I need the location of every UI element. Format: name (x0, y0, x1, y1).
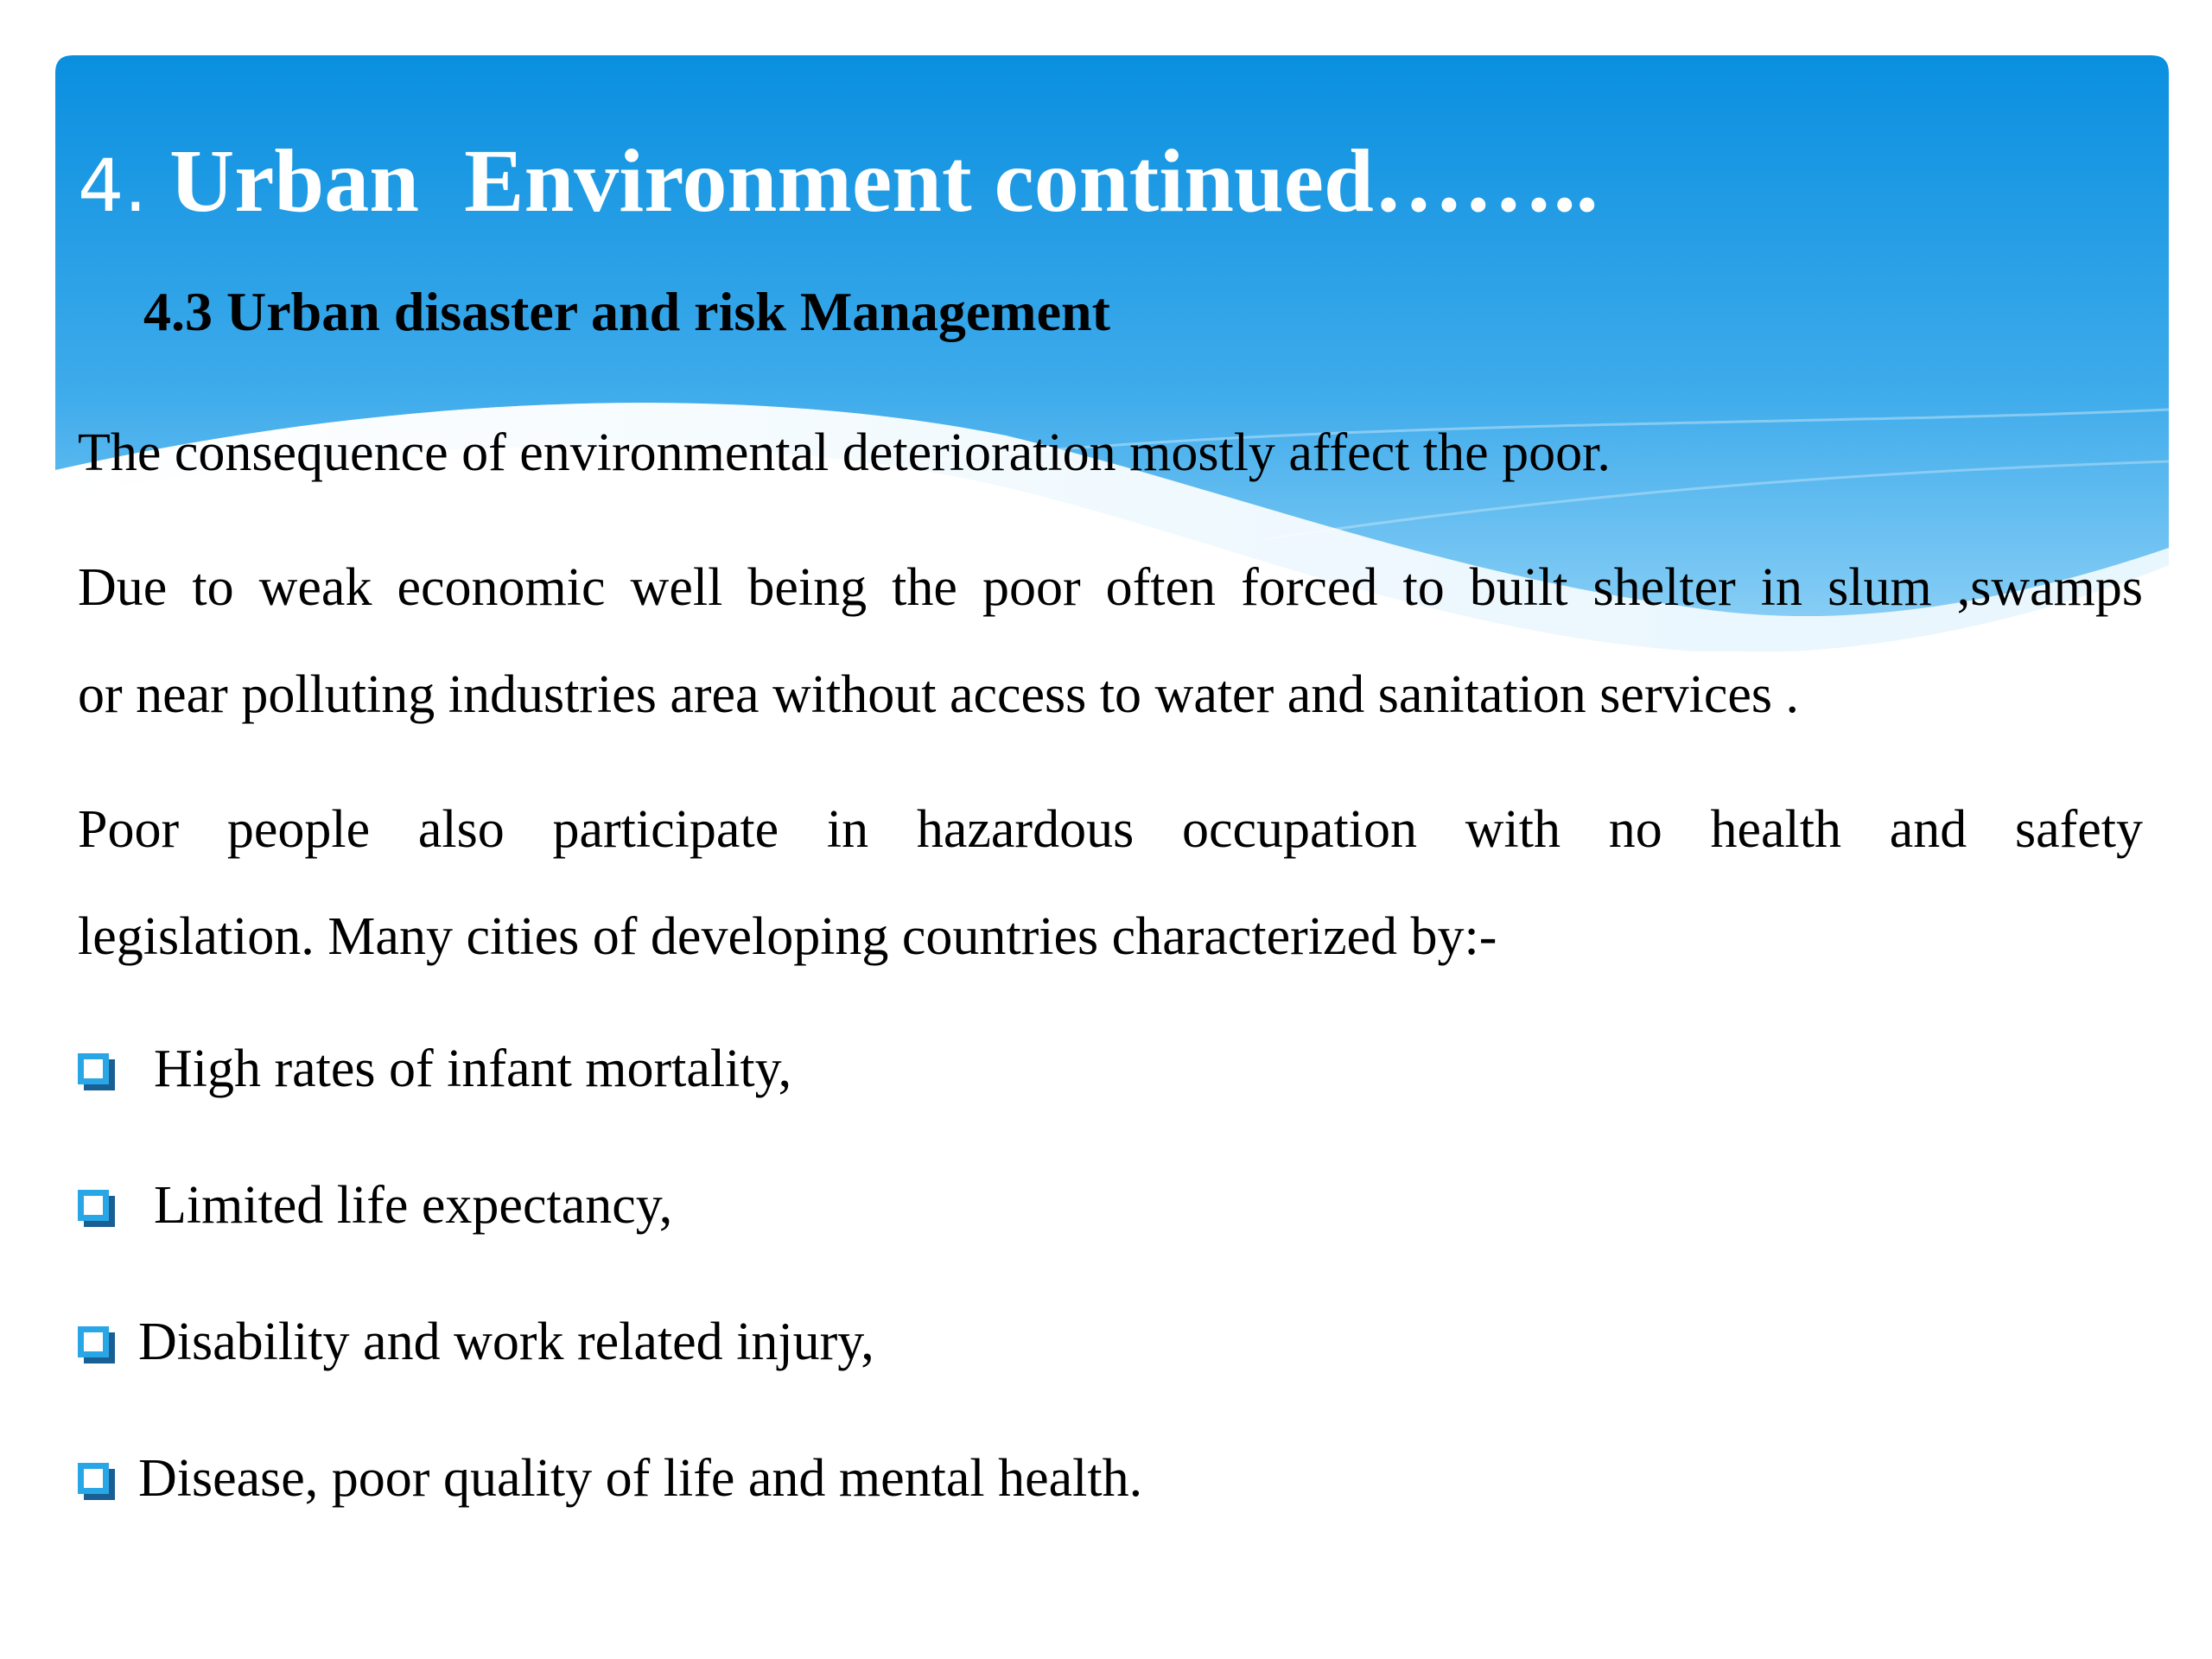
checkbox-bullet-icon (78, 1463, 109, 1494)
list-item-text: Disability and work related injury, (138, 1312, 874, 1371)
slide-subtitle: 4.3 Urban disaster and risk Management (143, 281, 1110, 342)
list-item-text: Limited life expectancy, (154, 1175, 673, 1235)
checkbox-bullet-icon (78, 1326, 109, 1357)
list-item-text: Disease, poor quality of life and mental health. (138, 1448, 1143, 1508)
paragraph-hazard-line-1: Poor people also participate in hazardous occupation with no health and safety (78, 800, 2143, 859)
paragraph-consequence: The consequence of environmental deterioration mostly affect the poor. (78, 423, 1611, 482)
paragraph-hazard-line-2: legislation. Many cities of developing countries characterized by:- (78, 907, 1497, 966)
list-item (78, 1166, 672, 1244)
checkbox-bullet-icon (78, 1053, 109, 1084)
paragraph-shelter-line-1: Due to weak economic well being the poor often forced to built shelter in slum ,swamps (78, 558, 2143, 617)
paragraph-shelter-line-2: or near polluting industries area without access to water and sanitation services . (78, 665, 1799, 724)
slide-title (78, 121, 1599, 246)
list-item-text: High rates of infant mortality, (154, 1039, 792, 1098)
list-item (78, 1303, 874, 1381)
checkbox-bullet-icon (78, 1190, 109, 1221)
list-item (78, 1030, 791, 1108)
list-item (78, 1440, 1142, 1517)
title-text: Urban Environment continued…….. (169, 131, 1599, 231)
title-number: 4. (78, 143, 148, 228)
